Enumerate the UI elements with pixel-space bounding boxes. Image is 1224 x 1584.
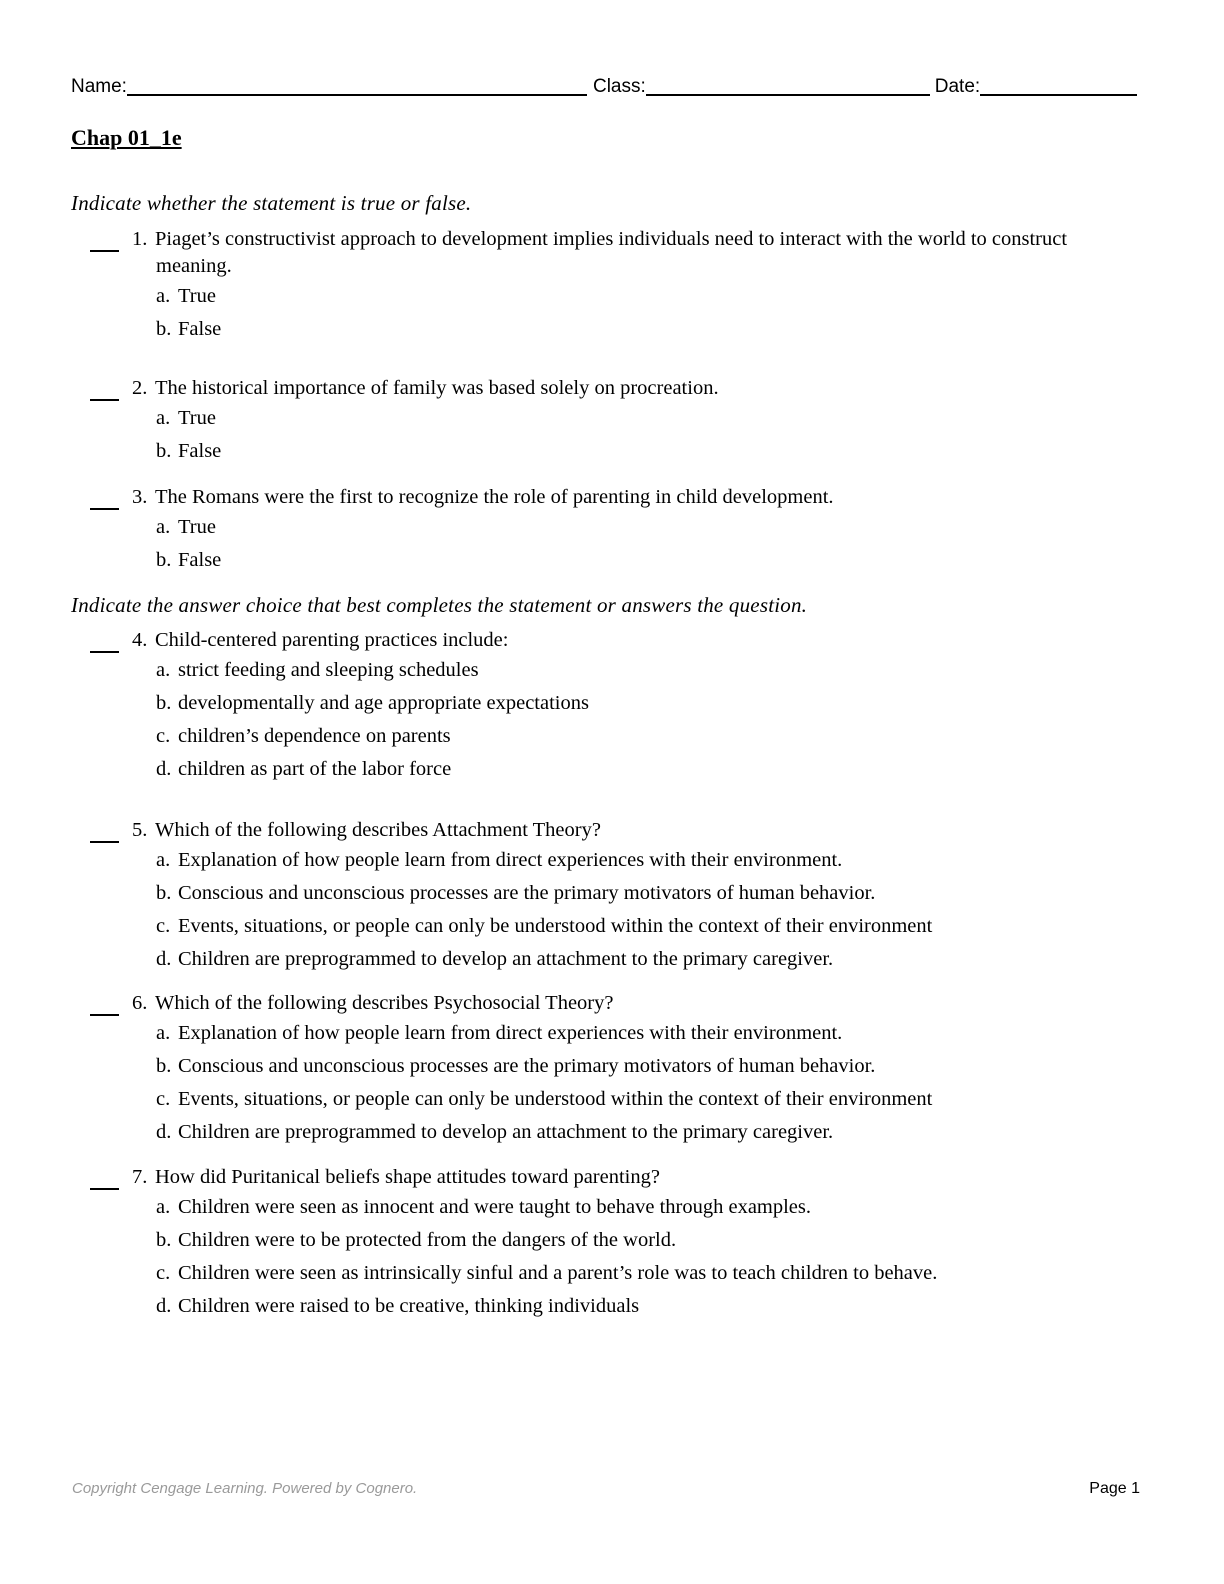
option-d: d. Children are preprogrammed to develop an attachment to the primary caregiver. (156, 1121, 834, 1143)
question-stem: The historical importance of family was based solely on procreation. (155, 377, 719, 399)
question-number: 1. (132, 228, 148, 250)
question-number: 5. (132, 819, 148, 841)
answer-blank[interactable] (90, 1164, 119, 1190)
option-a: a. True (156, 285, 216, 307)
option-a: a. Explanation of how people learn from direct experiences with their environment. (156, 849, 843, 871)
option-d: d. Children were raised to be creative, thinking individuals (156, 1295, 640, 1317)
option-c: c. children’s dependence on parents (156, 725, 451, 747)
question-stem: Which of the following describes Attachment Theory? (155, 819, 601, 841)
answer-blank[interactable] (90, 375, 119, 401)
answer-blank[interactable] (90, 226, 119, 252)
page-title: Chap 01_1e (71, 125, 182, 150)
option-a: a. True (156, 407, 216, 429)
question-number: 2. (132, 377, 148, 399)
class-field[interactable] (646, 74, 930, 96)
page-number: Page 1 (1089, 1480, 1140, 1497)
option-d: d. children as part of the labor force (156, 758, 452, 780)
question-1 (88, 226, 1148, 346)
section-instruction-true-false: Indicate whether the statement is true or false. (71, 191, 472, 215)
option-a: a. Explanation of how people learn from direct experiences with their environment. (156, 1022, 843, 1044)
question-number: 4. (132, 629, 148, 651)
date-label: Date: (934, 76, 981, 97)
question-4 (88, 627, 1148, 786)
question-3 (88, 484, 1148, 577)
student-info-header (71, 72, 1141, 98)
copyright-notice: Copyright Cengage Learning. Powered by Cognero. (72, 1480, 418, 1497)
option-a: a. True (156, 516, 216, 538)
option-b: b. False (156, 440, 222, 462)
question-number: 7. (132, 1166, 148, 1188)
option-c: c. Children were seen as intrinsically sinful and a parent’s role was to teach children to behave. (156, 1262, 938, 1284)
option-b: b. Conscious and unconscious processes are the primary motivators of human behavior. (156, 882, 876, 904)
name-field[interactable] (127, 74, 587, 96)
class-label: Class: (592, 76, 646, 97)
question-7 (88, 1164, 1148, 1323)
date-field[interactable] (980, 74, 1137, 96)
section-instruction-multiple-choice: Indicate the answer choice that best completes the statement or answers the question. (71, 593, 808, 617)
answer-blank[interactable] (90, 484, 119, 510)
answer-blank[interactable] (90, 990, 119, 1016)
question-stem: The Romans were the first to recognize the role of parenting in child development. (155, 486, 834, 508)
question-2 (88, 375, 1148, 468)
question-stem: Child-centered parenting practices include: (155, 629, 509, 651)
question-number: 3. (132, 486, 148, 508)
question-5 (88, 817, 1148, 976)
question-stem-continued: meaning. (156, 255, 232, 277)
answer-blank[interactable] (90, 817, 119, 843)
question-number: 6. (132, 992, 148, 1014)
option-b: b. False (156, 549, 222, 571)
question-stem: Piaget’s constructivist approach to development implies individuals need to interact with the world to construct (155, 228, 1068, 250)
answer-blank[interactable] (90, 627, 119, 653)
option-a: a. strict feeding and sleeping schedules (156, 659, 479, 681)
option-c: c. Events, situations, or people can only be understood within the context of their environment (156, 915, 933, 937)
option-c: c. Events, situations, or people can only be understood within the context of their environment (156, 1088, 933, 1110)
option-b: b. Conscious and unconscious processes are the primary motivators of human behavior. (156, 1055, 876, 1077)
question-stem: Which of the following describes Psychosocial Theory? (155, 992, 614, 1014)
question-stem: How did Puritanical beliefs shape attitudes toward parenting? (155, 1166, 660, 1188)
name-label: Name: (71, 76, 127, 97)
option-a: a. Children were seen as innocent and were taught to behave through examples. (156, 1196, 812, 1218)
option-b: b. Children were to be protected from the dangers of the world. (156, 1229, 677, 1251)
question-6 (88, 990, 1148, 1149)
option-b: b. False (156, 318, 222, 340)
option-b: b. developmentally and age appropriate expectations (156, 692, 589, 714)
option-d: d. Children are preprogrammed to develop an attachment to the primary caregiver. (156, 948, 834, 970)
